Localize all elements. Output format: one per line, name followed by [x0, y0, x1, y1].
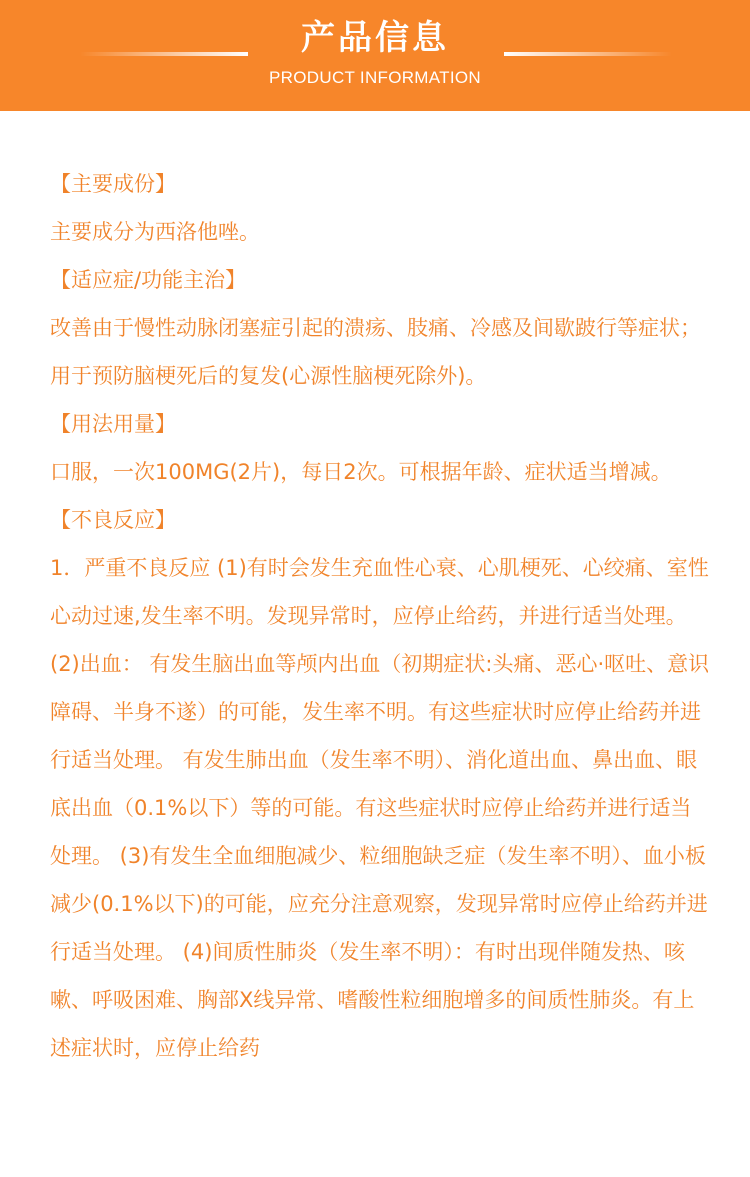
section-body-ingredients: 主要成分为西洛他唑。 — [50, 220, 260, 244]
section-heading-ingredients: 【主要成份】 — [50, 172, 176, 196]
page-title: 产品信息 — [301, 18, 449, 58]
page-subtitle: PRODUCT INFORMATION — [269, 68, 481, 87]
decorative-rule-right — [504, 52, 672, 56]
product-info-content — [50, 160, 710, 1072]
section-heading-indications: 【适应症/功能主治】 — [50, 268, 247, 292]
section-body-dosage: 口服，一次100MG(2片)，每日2次。可根据年龄、症状适当增减。 — [50, 460, 672, 484]
section-heading-dosage: 【用法用量】 — [50, 412, 176, 436]
header-banner — [0, 0, 750, 111]
section-heading-adverse-reactions: 【不良反应】 — [50, 508, 176, 532]
section-body-adverse-reactions: 1．严重不良反应 (1)有时会发生充血性心衰、心肌梗死、心绞痛、室性心动过速,发生率不明。发现异常时，应停止给药，并进行适当处理。 (2)出血： 有发生脑出血等颅内出血（初期症状:头痛、恶心·呕吐、意识障碍、半身不遂）的可能，发生率不明。有这些症状时应停止给药并进行适当处理。 有发生肺出血（发生率不明）、消化道出血、鼻出血、眼底出血（0.1%以下）等的可能。有这些症状时应停止给药并进行适当处理。 (3)有发生全血细胞减少、粒细胞缺乏症（发生率不明）、血小板减少(0.1%以下)的可能，应充分注意观察，发现异常时应停止给药并进行适当处理。 (4)间质性肺炎（发生率不明）：有时出现伴随发热、咳嗽、呼吸困难、胸部X线异常、嗜酸性粒细胞增多的间质性肺炎。有上述症状时，应停止给药 — [50, 556, 710, 1060]
section-body-indications: 改善由于慢性动脉闭塞症引起的溃疡、肢痛、冷感及间歇跛行等症状；用于预防脑梗死后的复发(心源性脑梗死除外)。 — [50, 316, 701, 388]
